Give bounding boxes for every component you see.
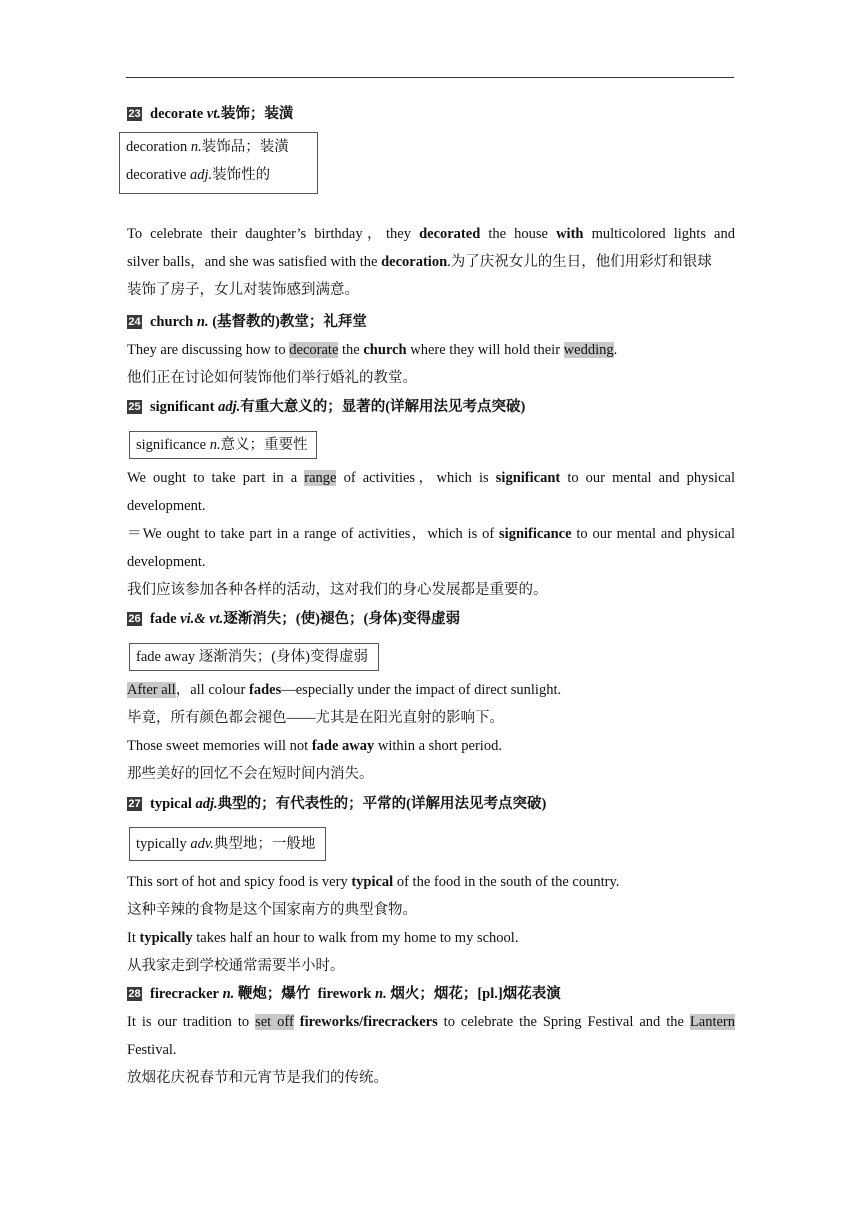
text-span — [127, 336, 735, 364]
text-span: 他们正在讨论如何装饰他们举行婚礼的教堂。 — [127, 370, 417, 386]
keyword: decorated — [419, 226, 481, 242]
headword: church — [150, 314, 194, 330]
headword: decorate — [150, 106, 204, 122]
derivative-pos: adv. — [190, 836, 214, 852]
entry-26-head — [127, 605, 735, 633]
keyword: typically — [139, 930, 193, 946]
text-span: to our mental and physical — [560, 470, 735, 486]
phrase-meaning: 逐渐消失；(身体)变得虚弱 — [198, 649, 368, 665]
highlighted-word: wedding — [563, 342, 614, 358]
headword-meaning: 鞭炮；爆竹 — [237, 986, 311, 1002]
part-of-speech: n. — [196, 314, 209, 330]
text-span — [127, 100, 735, 128]
highlighted-word: set off — [255, 1014, 294, 1030]
keyword: fades — [249, 682, 282, 698]
entry-number-badge: 27 — [128, 798, 141, 810]
text-span: 这种辛辣的食物是这个国家南方的典型食物。 — [127, 902, 417, 918]
derivative-word: decoration — [126, 139, 188, 155]
headword-meaning: (基督教的)教堂；礼拜堂 — [212, 314, 367, 330]
text-span — [127, 248, 735, 276]
text-span — [126, 133, 311, 161]
headword: firecracker — [150, 986, 219, 1002]
headword: typical — [150, 796, 192, 812]
entry-26-example — [127, 676, 735, 788]
entry-number-badge: 23 — [128, 108, 141, 120]
headword-meaning: 有重大意义的；显著的(详解用法见考点突破) — [240, 399, 526, 415]
text-span: ＝We ought to take part in a range of activities，which is of — [127, 526, 500, 542]
derivative-pos: n. — [209, 437, 221, 453]
derivatives-box — [129, 643, 379, 671]
part-of-speech: adj. — [195, 796, 218, 812]
headword-2-meaning: 烟火；烟花；[ — [390, 986, 483, 1002]
headword-2: firework — [317, 986, 372, 1002]
derivative-word: decorative — [126, 167, 187, 183]
text-span: To celebrate their daughter’s birthday，they — [127, 226, 420, 242]
text-span: multicolored lights and — [583, 226, 735, 242]
text-span: Festival. — [127, 1042, 177, 1058]
headword: significant — [150, 399, 215, 415]
text-span — [136, 644, 372, 670]
text-span: 装饰了房子，女儿对装饰感到满意。 — [127, 282, 359, 298]
entry-25-head — [127, 393, 735, 421]
text-span: development. — [127, 554, 206, 570]
derivative-pos: n. — [190, 139, 202, 155]
part-of-speech: vi.& vt. — [180, 611, 224, 627]
text-span: silver balls，and she was satisfied with the — [127, 254, 382, 270]
text-span: to our mental and physical — [571, 526, 735, 542]
keyword: decoration — [381, 254, 448, 270]
text-span — [127, 308, 735, 336]
derivative-meaning: 典型地；一般地 — [213, 836, 316, 852]
keyword: church — [363, 342, 407, 358]
text-span: 那些美好的回忆不会在短时间内消失。 — [127, 766, 374, 782]
text-span: This sort of hot and spicy food is very — [127, 874, 352, 890]
derivatives-box — [119, 132, 318, 194]
text-span: to celebrate the Spring Festival and the — [437, 1014, 690, 1030]
part-of-speech: n. — [222, 986, 235, 1002]
entry-number-badge: 24 — [128, 316, 141, 328]
highlighted-word: After all — [127, 682, 176, 698]
text-span — [127, 790, 735, 818]
text-span — [136, 432, 310, 458]
text-span: They are discussing how to — [127, 342, 290, 358]
text-span: the house — [480, 226, 557, 242]
keyword: significant — [495, 470, 561, 486]
derivatives-box — [129, 431, 317, 459]
derivative-meaning: 装饰性的 — [212, 167, 271, 183]
keyword: significance — [499, 526, 572, 542]
entry-23-head — [127, 100, 735, 128]
text-span: the — [338, 342, 364, 358]
headword-2-meaning-plural: ]烟花表演 — [497, 986, 561, 1002]
derivative-meaning: 装饰品；装潢 — [201, 139, 289, 155]
highlighted-word: range — [304, 470, 337, 486]
text-span: Those sweet memories will not — [127, 738, 312, 754]
entry-24-example — [127, 336, 735, 392]
highlighted-word: Lantern — [689, 1014, 736, 1030]
text-span: where they will hold their — [406, 342, 564, 358]
headword: fade — [150, 611, 177, 627]
highlighted-word: decorate — [289, 342, 339, 358]
header-rule — [126, 77, 734, 78]
text-span: ，all colour — [175, 682, 250, 698]
text-span — [126, 161, 311, 189]
text-span: . — [613, 342, 618, 358]
plural-label: pl. — [482, 986, 498, 1002]
keyword: fade away — [311, 738, 375, 754]
derivative-pos: adj. — [190, 167, 213, 183]
entry-number-badge: 26 — [128, 613, 141, 625]
text-span — [127, 924, 735, 952]
text-span: It is our tradition to — [127, 1014, 256, 1030]
text-span: 毕竟，所有颜色都会褪色——尤其是在阳光直射的影响下。 — [127, 710, 504, 726]
text-span: 我们应该参加各种各样的活动，这对我们的身心发展都是重要的。 — [127, 582, 548, 598]
text-span — [127, 220, 735, 248]
derivative-word: significance — [136, 437, 207, 453]
entry-number-badge: 28 — [128, 988, 141, 1000]
text-span: within a short period. — [374, 738, 502, 754]
entry-25-example — [127, 464, 735, 604]
text-span: development. — [127, 498, 206, 514]
text-span — [127, 464, 735, 492]
text-span — [127, 732, 735, 760]
text-span — [127, 1008, 735, 1036]
text-span — [136, 828, 319, 860]
phrase: fade away — [136, 649, 196, 665]
text-span: 从我家走到学校通常需要半小时。 — [127, 958, 345, 974]
keyword: fireworks/firecrackers — [299, 1014, 438, 1030]
keyword: typical — [351, 874, 394, 890]
entry-24-head — [127, 308, 735, 336]
headword-meaning: 装饰；装潢 — [220, 106, 294, 122]
part-of-speech-2: n. — [375, 986, 387, 1002]
text-span — [127, 605, 735, 633]
entry-27-head — [127, 790, 735, 818]
text-span: We ought to take part in a — [127, 470, 305, 486]
text-span — [127, 868, 735, 896]
text-span: of the food in the south of the country. — [393, 874, 620, 890]
text-span — [127, 393, 735, 421]
part-of-speech: adj. — [218, 399, 241, 415]
text-span: It — [127, 930, 140, 946]
text-span: 放烟花庆祝春节和元宵节是我们的传统。 — [127, 1070, 388, 1086]
derivative-word: typically — [136, 836, 187, 852]
text-span — [127, 980, 735, 1008]
entry-23-example — [127, 220, 735, 304]
headword-meaning: 典型的；有代表性的；平常的(详解用法见考点突破) — [217, 796, 547, 812]
text-span — [127, 520, 735, 548]
text-span: takes half an hour to walk from my home to my school. — [192, 930, 519, 946]
text-span: of activities，which is — [336, 470, 496, 486]
part-of-speech: vt. — [206, 106, 221, 122]
entry-28-example — [127, 1008, 735, 1092]
text-span: —especially under the impact of direct sunlight. — [281, 682, 562, 698]
entry-27-example — [127, 868, 735, 980]
headword-meaning: 逐渐消失；(使)褪色；(身体)变得虚弱 — [223, 611, 461, 627]
text-span — [127, 676, 735, 704]
entry-number-badge: 25 — [128, 401, 141, 413]
entry-28-head — [127, 980, 735, 1008]
keyword: with — [556, 226, 584, 242]
derivative-meaning: 意义；重要性 — [220, 437, 308, 453]
derivatives-box — [129, 827, 326, 861]
text-span: .为了庆祝女儿的生日，他们用彩灯和银球 — [447, 254, 712, 270]
